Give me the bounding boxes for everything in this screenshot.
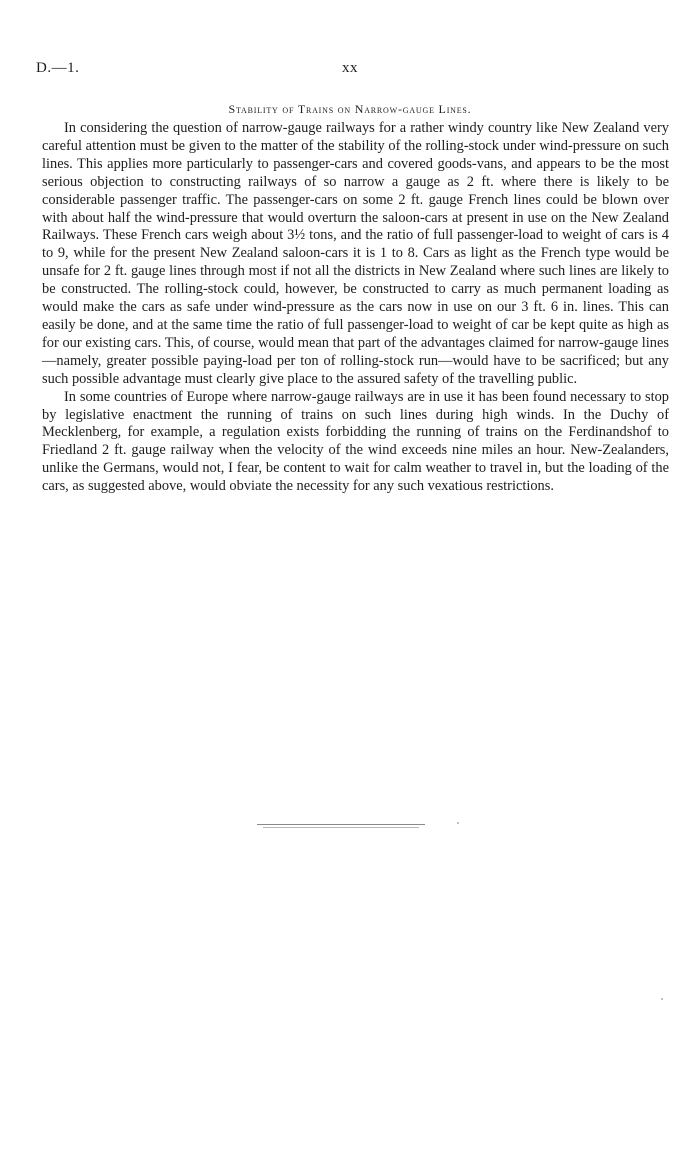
- paper-speck: [457, 822, 459, 824]
- section-divider-rule: [257, 824, 425, 828]
- paragraph: In considering the question of narrow-gauge railways for a rather windy country like New Zealand very careful attention must be given to the matter of the stability of the rolling-stock under wind-pressure on such lines. This applies more particularly to passenger-cars and covered goods-vans, and appears to be the most serious objection to constructing railways of so narrow a gauge as 2 ft. where there is likely to be considerable passenger traffic. The passenger-cars on some 2 ft. gauge French lines could be blown over with about half the wind-pressure that would overturn the saloon-cars at present in use on the New Zealand Railways. These French cars weigh about 3½ tons, and the ratio of full passenger-load to weight of cars is 4 to 9, while for the present New Zealand saloon-cars it is 1 to 8. Cars as light as the French type would be unsafe for 2 ft. gauge lines through most if not all the districts in New Zealand where such lines are likely to be constructed. The rolling-stock could, however, be constructed to carry as much permanent loading as would make the cars as safe under wind-pressure as the cars now in use on our 3 ft. 6 in. lines. This can easily be done, and at the same time the ratio of full passenger-load to weight of car be kept quite as high as for our existing cars. This, of course, would mean that part of the advantages claimed for narrow-gauge lines—namely, greater possible paying-load per ton of rolling-stock run—would have to be sacrificed; but any such possible advantage must clearly give place to the assured safety of the travelling public.: [42, 120, 669, 387]
- page-number: xx: [342, 60, 358, 76]
- paper-speck: [661, 998, 663, 1000]
- body-text: [42, 120, 669, 496]
- divider-line: [257, 824, 425, 825]
- paragraph: In some countries of Europe where narrow-gauge railways are in use it has been found necessary to stop by legislative enactment the running of trains on such lines during high winds. In the Duchy of Mecklenberg, for example, a regulation exists forbidding the running of trains on the Ferdinandshof to Friedland 2 ft. gauge railway when the velocity of the wind exceeds nine miles an hour. New-Zealanders, unlike the Germans, would not, I fear, be content to wait for calm weather to travel in, but the loading of the cars, as suggested above, would obviate the necessity for any such vexatious restrictions.: [42, 388, 669, 495]
- divider-line: [263, 827, 419, 828]
- section-heading: Stability of Trains on Narrow-gauge Lines.: [228, 102, 472, 116]
- document-reference: D.—1.: [36, 60, 80, 76]
